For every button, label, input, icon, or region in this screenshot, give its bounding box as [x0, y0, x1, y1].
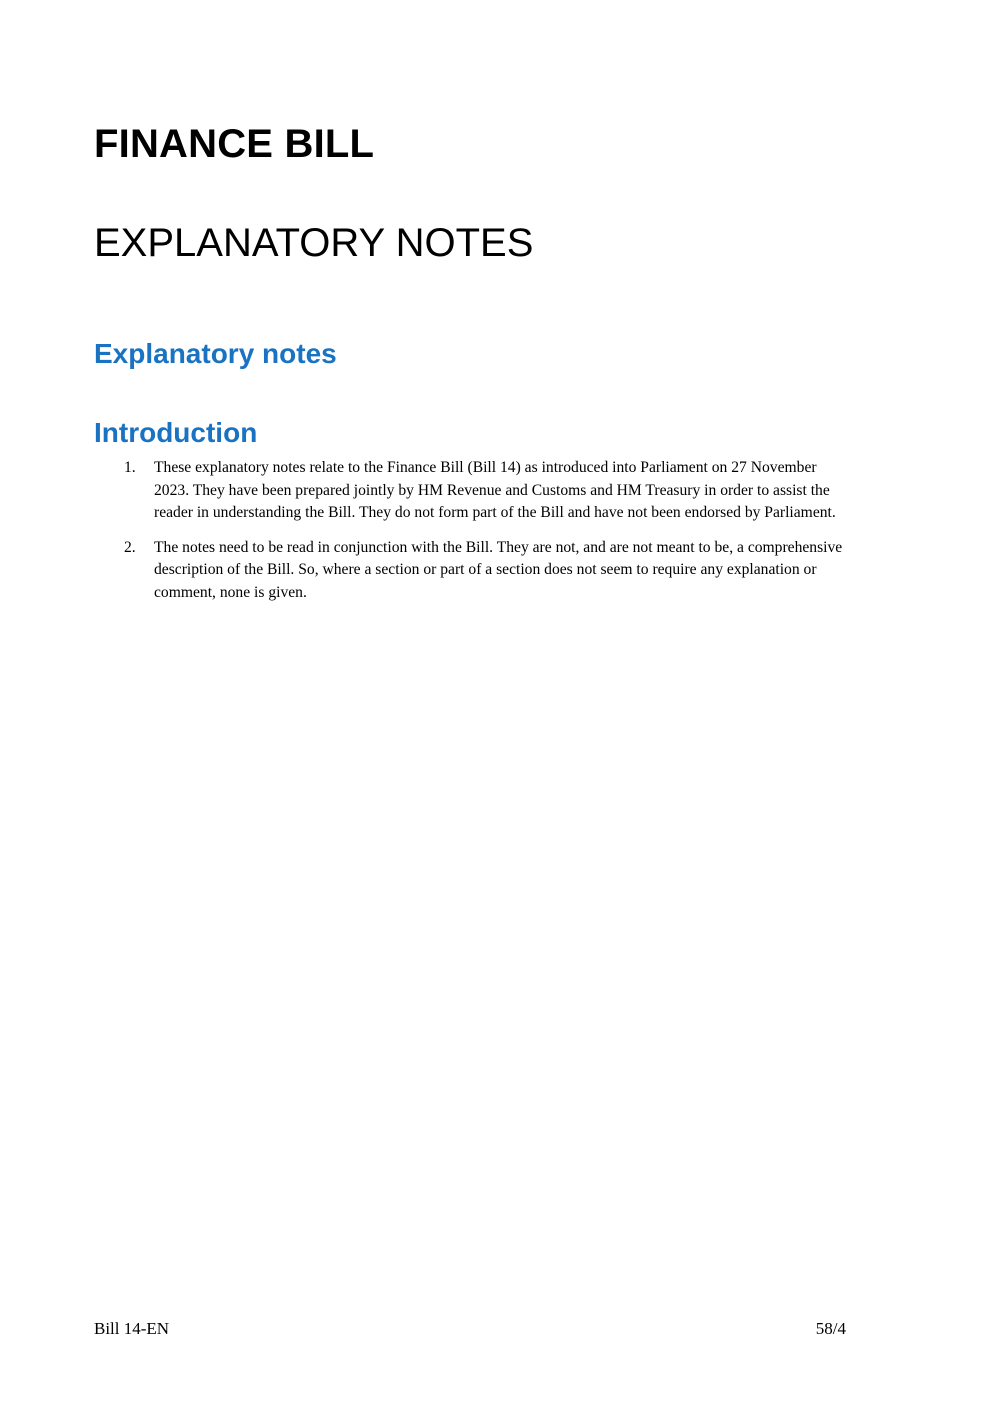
paragraph-2	[94, 537, 854, 605]
introduction-heading: Introduction	[94, 417, 258, 448]
document-subtitle: EXPLANATORY NOTES	[94, 221, 534, 265]
paragraph-text: These explanatory notes relate to the Finance Bill (Bill 14) as introduced into Parliament on 27 November 2023. They have been prepared jointly by HM Revenue and Customs and HM Treasury in order to assist the reader in understanding the Bill. They do not form part of the Bill and have not been endorsed by Parliament.	[154, 459, 836, 521]
paragraph-1	[94, 457, 854, 525]
paragraph-number: 1.	[124, 459, 136, 476]
explanatory-notes-heading: Explanatory notes	[94, 338, 337, 369]
paragraph-list	[94, 457, 854, 616]
paragraph-number: 2.	[124, 538, 136, 556]
footer-page-reference: 58/4	[815, 1319, 846, 1338]
paragraph-text: The notes need to be read in conjunction with the Bill. They are not, and are not meant to be, a comprehensive description of the Bill. So, where a section or part of a section does not seem to require any explanation or comment, none is given.	[154, 538, 843, 601]
bill-title: FINANCE BILL	[94, 122, 375, 166]
footer-bill-reference: Bill 14-EN	[94, 1319, 170, 1338]
